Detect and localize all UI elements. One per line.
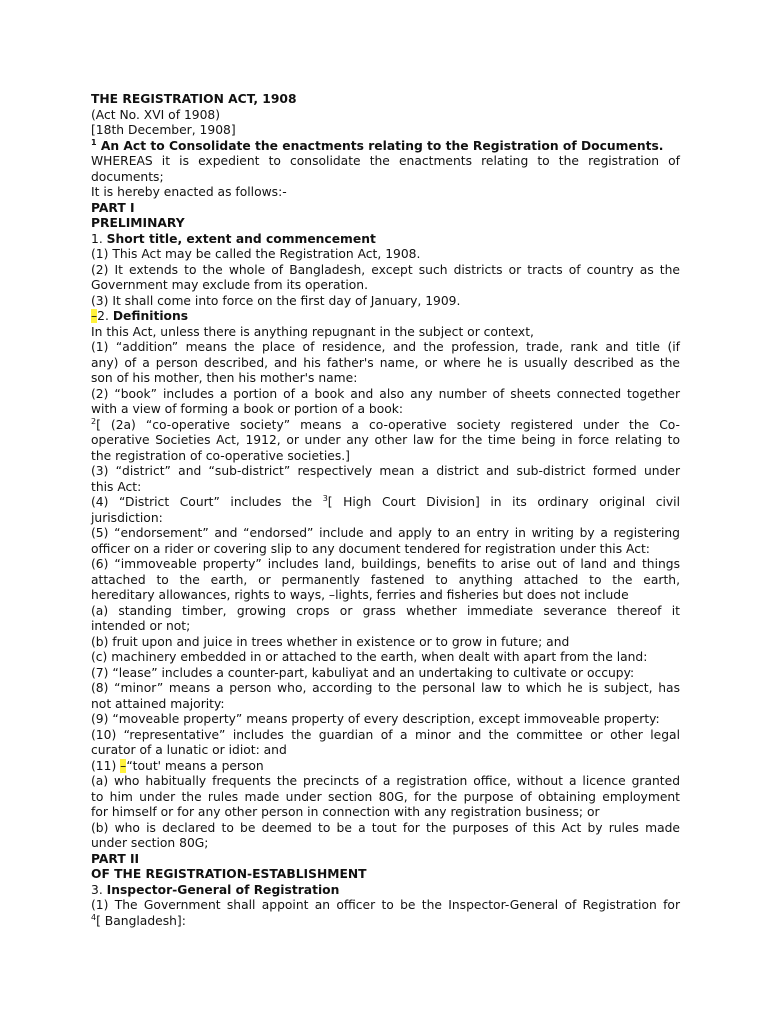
definition-line: to him under the rules made under section 80G, for the purpose of obtaining employment [91, 789, 680, 804]
paragraph-line: Government may exclude from its operation. [91, 278, 368, 292]
definition-line: (3) “district” and “sub-district” respectively mean a district and sub-district formed under [91, 464, 680, 478]
definition-line: (8) “minor” means a person who, according to the personal law to which he is subject, has [91, 681, 680, 695]
section-title: Short title, extent and commencement [106, 231, 376, 246]
paragraph-line: (1) This Act may be called the Registration Act, 1908. [91, 247, 421, 261]
section-title: Inspector-General of Registration [106, 882, 340, 897]
footnote-marker: 1 [91, 137, 97, 147]
definition-line: (7) “lease” includes a counter-part, kabuliyat and an undertaking to cultivate or occupy: [91, 665, 635, 680]
definition-line: jurisdiction: [91, 510, 163, 525]
definition-line: officer on a rider or covering slip to any document tendered for registration under this Act: [91, 541, 650, 556]
part-title: OF THE REGISTRATION-ESTABLISHMENT [91, 867, 367, 881]
definition-line: (6) “immoveable property” includes land, buildings, benefits to arise out of land and things [91, 557, 680, 571]
act-date: [18th December, 1908] [91, 123, 236, 137]
section-title: Definitions [112, 309, 189, 323]
definition-line: attached to the earth, or permanently fastened to anything attached to the earth, [91, 572, 680, 587]
section-number: 1. [91, 231, 107, 246]
definition-text: [ High Court Division] in its ordinary original civil [327, 495, 680, 509]
definition-line: (2) “book” includes a portion of a book and also any number of sheets connected together [91, 386, 680, 401]
whereas-line: WHEREAS it is expedient to consolidate the enactments relating to the registration of [91, 154, 680, 168]
definition-text: “tout' means a person [126, 758, 264, 773]
definition-line [91, 418, 680, 434]
part-title: PRELIMINARY [91, 216, 185, 230]
part-heading: PART II [91, 851, 140, 866]
preamble-title: An Act to Consolidate the enactments relating to the Registration of Documents. [100, 138, 664, 153]
section-number: 2. [97, 309, 113, 323]
section-heading [91, 232, 680, 248]
definition-line: with a view of forming a book or portion of a book: [91, 402, 404, 416]
definition-line: curator of a lunatic or idiot: and [91, 743, 287, 757]
document-page [91, 92, 680, 929]
definition-line: (a) standing timber, growing crops or grass whether immediate severance thereof it [91, 603, 680, 618]
definition-text: (11) [91, 758, 121, 773]
footnote-marker: 4 [91, 912, 97, 922]
highlight-mark: – [120, 758, 127, 773]
paragraph-line: (1) The Government shall appoint an officer to be the Inspector-General of Registration for [91, 898, 680, 912]
definition-line: (a) who habitually frequents the precincts of a registration office, without a licence granted [91, 774, 680, 788]
whereas-line: documents; [91, 169, 164, 184]
definition-line: not attained majority: [91, 696, 225, 711]
definition-line: (b) fruit upon and juice in trees whether in existence or to grow in future; and [91, 634, 570, 649]
definition-line [91, 495, 680, 511]
definition-line: for himself or for any other person in connection with any registration business; or [91, 805, 600, 819]
footnote-marker: 2 [91, 416, 97, 426]
highlight-mark: – [91, 309, 98, 323]
paragraph-line: (2) It extends to the whole of Bangladesh, except such districts or tracts of country as the [91, 262, 680, 277]
definition-line: under section 80G; [91, 836, 209, 850]
part-heading: PART I [91, 200, 135, 215]
paragraph-text: [ Bangladesh]: [96, 913, 186, 928]
enacting-clause: It is hereby enacted as follows:- [91, 185, 287, 199]
definition-line: (5) “endorsement” and “endorsed” include and apply to an entry in writing by a registering [91, 526, 680, 540]
definition-line: (1) “addition” means the place of residence, and the profession, trade, rank and title (if [91, 340, 680, 354]
definition-line: (9) “moveable property” means property of every description, except immoveable property: [91, 712, 660, 726]
definition-line: hereditary allowances, rights to ways, –lights, ferries and fisheries but does not include [91, 588, 629, 602]
section-number: 3. [91, 882, 107, 897]
definition-line: the registration of co-operative societies.] [91, 448, 350, 463]
paragraph-line: In this Act, unless there is anything repugnant in the subject or context, [91, 324, 534, 339]
definition-line: operative Societies Act, 1912, or under any other law for the time being in force relating to [91, 433, 680, 447]
definition-text: (4) “District Court” includes the [91, 495, 323, 509]
footnote-marker: 3 [322, 494, 328, 503]
section-heading [91, 309, 680, 325]
paragraph-line: (3) It shall come into force on the first day of January, 1909. [91, 293, 461, 308]
definition-line: (10) “representative” includes the guardian of a minor and the committee or other legal [91, 727, 680, 742]
definition-line: (b) who is declared to be deemed to be a tout for the purposes of this Act by rules made [91, 820, 680, 835]
definition-line: (c) machinery embedded in or attached to the earth, when dealt with apart from the land: [91, 650, 648, 664]
act-title: THE REGISTRATION ACT, 1908 [91, 92, 297, 106]
definition-text: [ (2a) “co-operative society” means a co-operative society registered under the Co- [96, 417, 680, 432]
act-number: (Act No. XVI of 1908) [91, 107, 221, 122]
definition-line: son of his mother, then his mother's name: [91, 371, 358, 385]
paragraph-line [91, 914, 680, 930]
definition-line: any) of a person described, and his father's name, or where he is usually described as the [91, 355, 680, 370]
preamble-title-line [91, 139, 680, 155]
definition-line: intended or not; [91, 619, 191, 633]
definition-line: this Act: [91, 479, 142, 494]
section-heading [91, 883, 680, 899]
definition-line [91, 759, 680, 775]
